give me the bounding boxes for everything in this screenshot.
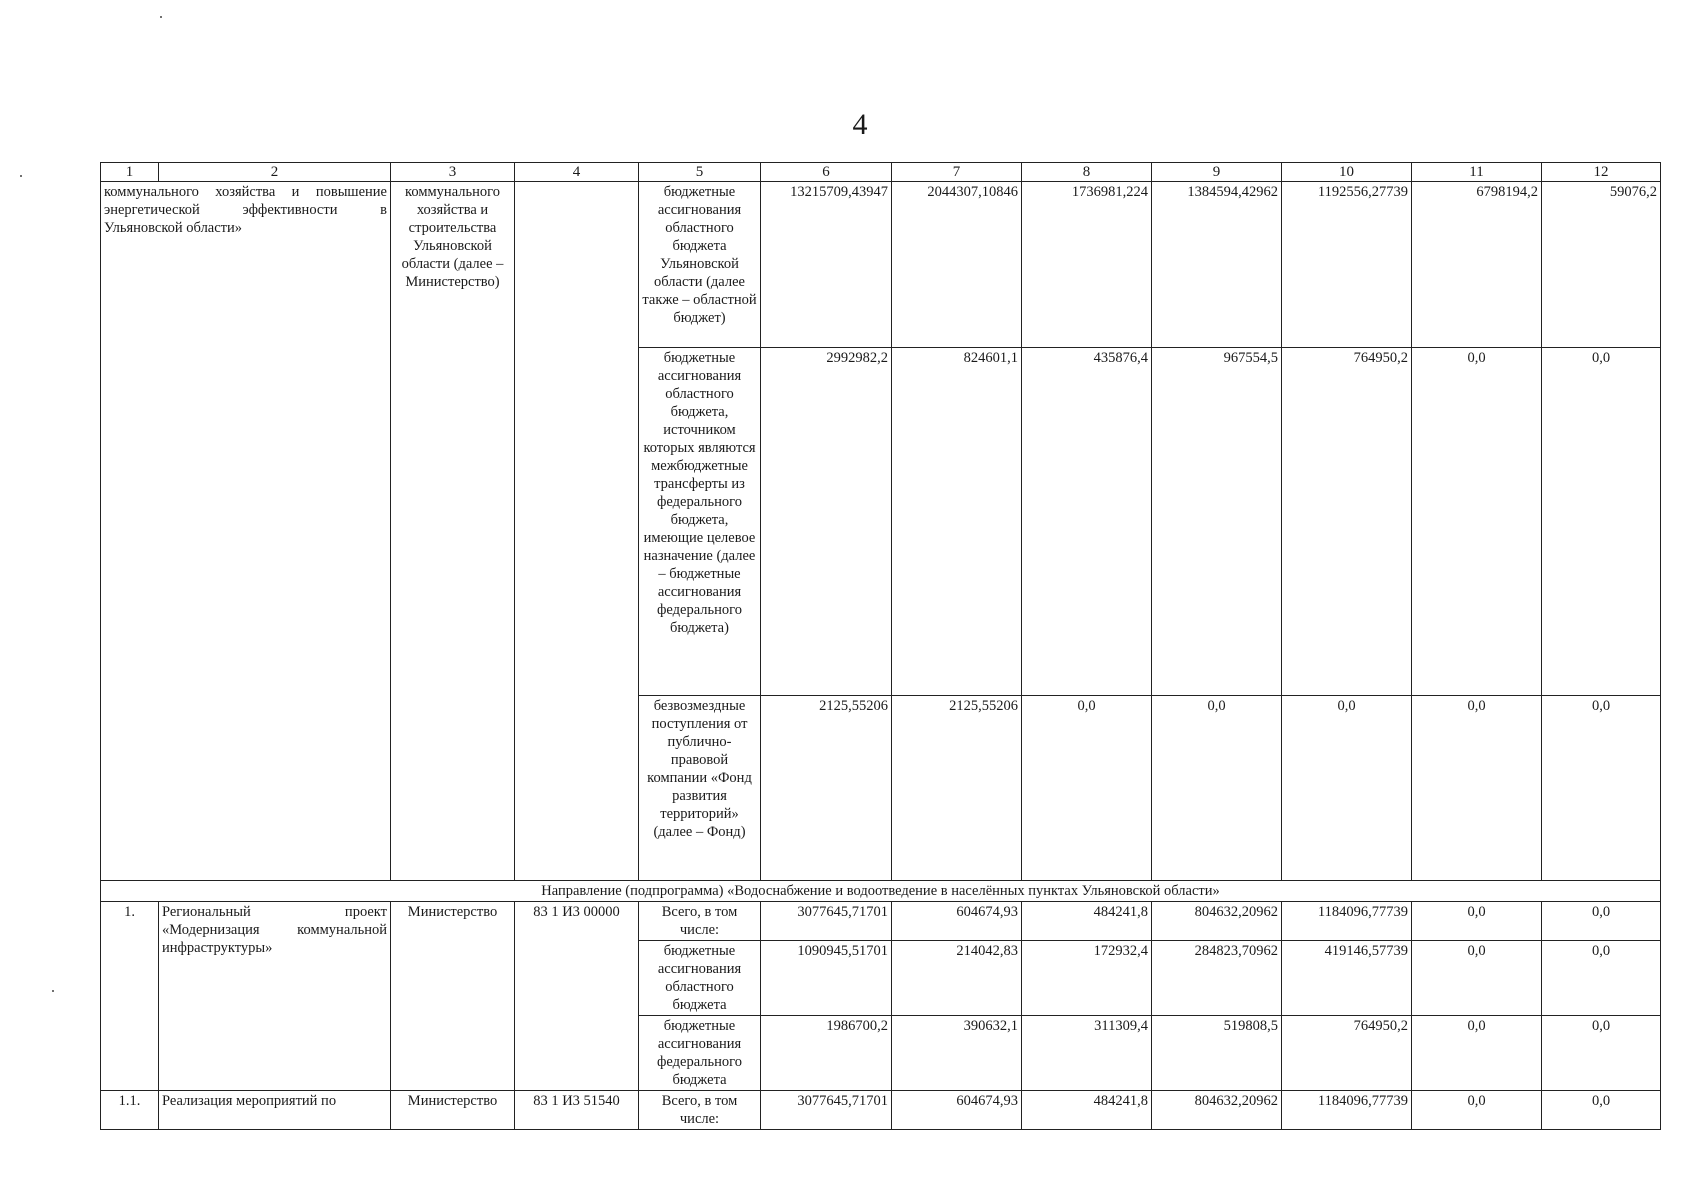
- executor-cell: коммунального хозяйства и строительства Ульяновской области (далее – Министерство): [391, 182, 515, 881]
- table-row: [101, 182, 1661, 348]
- row-index-cell: 1.1.: [101, 1091, 159, 1130]
- funding-source-cell: безвозмездные поступления от публично-правовой компании «Фонд развития территорий» (далее – Фонд): [639, 696, 761, 881]
- value-cell: 0,0: [1412, 941, 1542, 1016]
- value-cell: 0,0: [1022, 696, 1152, 881]
- project-name-cell: Региональный проект «Модернизация коммунальной инфраструктуры»: [159, 902, 391, 1091]
- value-cell: 604674,93: [892, 902, 1022, 941]
- value-cell: 764950,2: [1282, 1016, 1412, 1091]
- value-cell: 824601,1: [892, 348, 1022, 696]
- budget-table: [100, 162, 1661, 1130]
- value-cell: 2125,55206: [892, 696, 1022, 881]
- value-cell: 0,0: [1412, 1091, 1542, 1130]
- value-cell: 13215709,43947: [761, 182, 892, 348]
- funding-source-cell: бюджетные ассигнования федерального бюджета: [639, 1016, 761, 1091]
- value-cell: 0,0: [1542, 902, 1661, 941]
- value-cell: 3077645,71701: [761, 902, 892, 941]
- table-row: [101, 1091, 1661, 1130]
- value-cell: 604674,93: [892, 1091, 1022, 1130]
- value-cell: 1090945,51701: [761, 941, 892, 1016]
- value-cell: 764950,2: [1282, 348, 1412, 696]
- value-cell: 0,0: [1542, 348, 1661, 696]
- funding-source-cell: бюджетные ассигнования областного бюджета, источником которых являются межбюджетные трансферты из федерального бюджета, имеющие целевое назначение (далее – бюджетные ассигнования федерального бюджета): [639, 348, 761, 696]
- value-cell: 214042,83: [892, 941, 1022, 1016]
- value-cell: 1184096,77739: [1282, 902, 1412, 941]
- value-cell: 1986700,2: [761, 1016, 892, 1091]
- column-number-header: 4: [515, 163, 639, 182]
- column-number-header: 10: [1282, 163, 1412, 182]
- code-cell: [515, 182, 639, 881]
- column-number-header: 2: [159, 163, 391, 182]
- value-cell: 59076,2: [1542, 182, 1661, 348]
- code-cell: 83 1 И3 00000: [515, 902, 639, 1091]
- value-cell: 0,0: [1542, 941, 1661, 1016]
- value-cell: 0,0: [1412, 1016, 1542, 1091]
- value-cell: 0,0: [1412, 696, 1542, 881]
- funding-source-cell: бюджетные ассигнования областного бюджета Ульяновской области (далее также – областной бюджет): [639, 182, 761, 348]
- row-index-cell: 1.: [101, 902, 159, 1091]
- value-cell: 435876,4: [1022, 348, 1152, 696]
- scan-speck: [160, 16, 162, 18]
- value-cell: 0,0: [1412, 348, 1542, 696]
- column-number-header: 7: [892, 163, 1022, 182]
- scan-speck: [20, 175, 22, 177]
- value-cell: 6798194,2: [1412, 182, 1542, 348]
- value-cell: 0,0: [1542, 1016, 1661, 1091]
- value-cell: 804632,20962: [1152, 902, 1282, 941]
- value-cell: 0,0: [1542, 696, 1661, 881]
- value-cell: 1184096,77739: [1282, 1091, 1412, 1130]
- funding-source-cell: Всего, в том числе:: [639, 1091, 761, 1130]
- section-title: Направление (подпрограмма) «Водоснабжение и водоотведение в населённых пунктах Ульяновской области»: [101, 881, 1661, 902]
- column-number-header: 8: [1022, 163, 1152, 182]
- value-cell: 172932,4: [1022, 941, 1152, 1016]
- column-number-header: 11: [1412, 163, 1542, 182]
- value-cell: 0,0: [1282, 696, 1412, 881]
- section-row: [101, 881, 1661, 902]
- table-row: [101, 902, 1661, 941]
- value-cell: 3077645,71701: [761, 1091, 892, 1130]
- value-cell: 419146,57739: [1282, 941, 1412, 1016]
- value-cell: 390632,1: [892, 1016, 1022, 1091]
- column-number-header: 6: [761, 163, 892, 182]
- funding-source-cell: бюджетные ассигнования областного бюджета: [639, 941, 761, 1016]
- value-cell: 484241,8: [1022, 902, 1152, 941]
- value-cell: 2125,55206: [761, 696, 892, 881]
- executor-cell: Министерство: [391, 902, 515, 1091]
- executor-cell: Министерство: [391, 1091, 515, 1130]
- value-cell: 0,0: [1412, 902, 1542, 941]
- column-number-header: 12: [1542, 163, 1661, 182]
- value-cell: 0,0: [1152, 696, 1282, 881]
- value-cell: 311309,4: [1022, 1016, 1152, 1091]
- value-cell: 1384594,42962: [1152, 182, 1282, 348]
- program-name-cell: коммунального хозяйства и повышение энергетической эффективности в Ульяновской области»: [101, 182, 391, 881]
- column-number-row: [101, 163, 1661, 182]
- page-number: 4: [852, 108, 868, 141]
- value-cell: 2992982,2: [761, 348, 892, 696]
- column-number-header: 3: [391, 163, 515, 182]
- column-number-header: 5: [639, 163, 761, 182]
- column-number-header: 1: [101, 163, 159, 182]
- value-cell: 284823,70962: [1152, 941, 1282, 1016]
- value-cell: 804632,20962: [1152, 1091, 1282, 1130]
- value-cell: 484241,8: [1022, 1091, 1152, 1130]
- code-cell: 83 1 И3 51540: [515, 1091, 639, 1130]
- value-cell: 1192556,27739: [1282, 182, 1412, 348]
- value-cell: 2044307,10846: [892, 182, 1022, 348]
- scan-speck: [52, 990, 54, 992]
- value-cell: 967554,5: [1152, 348, 1282, 696]
- value-cell: 1736981,224: [1022, 182, 1152, 348]
- column-number-header: 9: [1152, 163, 1282, 182]
- value-cell: 519808,5: [1152, 1016, 1282, 1091]
- funding-source-cell: Всего, в том числе:: [639, 902, 761, 941]
- value-cell: 0,0: [1542, 1091, 1661, 1130]
- item-name-cell: Реализация мероприятий по: [159, 1091, 391, 1130]
